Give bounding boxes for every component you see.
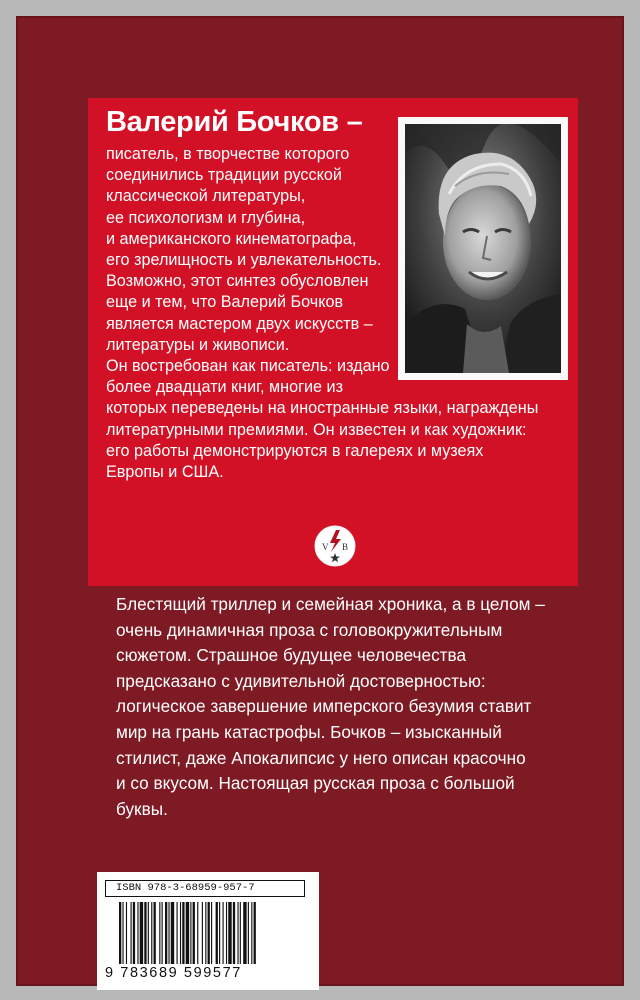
bio-line: является мастером двух искусств – [106,314,373,333]
bio-line: и американского кинематографа, [106,229,357,248]
barcode-icon [105,900,311,966]
publisher-logo-icon [314,525,356,567]
blurb-line: и со вкусом. Настоящая русская проза с большой [116,773,515,794]
bio-line: классической литературы, [106,187,306,206]
blurb-line: предсказано с удивительной достоверностью: [116,670,486,691]
author-name: Валерий Бочков – [106,106,363,138]
barcode-box [97,872,319,990]
author-panel [88,98,578,586]
bio-line: ее психологизм и глубина, [106,208,306,227]
bio-line: Он востребован как писатель: издано [106,357,390,376]
bio-line: писатель, в творчестве которого [106,145,350,163]
bio-line: более двадцати книг, многие из [106,378,344,397]
bio-line: его зрелищность и увлекательность. [106,251,382,270]
blurb-line: Блестящий триллер и семейная хроника, а в целом – [116,594,545,614]
blurb-line: мир на грань катастрофы. Бочков – изысканный [116,721,502,742]
barcode-digits: 9 783689 599577 [105,965,242,981]
logo-letter-left: V [322,542,329,552]
bio-line: еще и тем, что Валерий Бочков [106,293,344,312]
bio-line: Возможно, этот синтез обусловлен [106,272,369,291]
author-bio [106,144,539,483]
bio-line: которых переведены на иностранные языки, награждены [106,399,539,418]
logo-letter-right: B [342,542,349,552]
blurb-line: сюжетом. Страшное будущее человечества [116,645,467,666]
bio-line: Европы и США. [106,463,224,482]
isbn-label: ISBN 978-3-68959-957-7 [105,880,305,897]
blurb-line: буквы. [116,798,168,819]
book-back-cover [16,16,624,986]
book-blurb [116,592,556,822]
blurb-line: логическое завершение имперского безумия ставит [116,696,532,717]
bio-line: соединились традиции русской [106,166,342,185]
blurb-line: очень динамичная проза с головокружительным [116,619,503,640]
blurb-line: стилист, даже Апокалипсис у него описан красочно [116,747,526,768]
bio-line: его работы демонстрируются в галереях и музеях [106,441,484,460]
bio-line: литературы и живописи. [106,335,290,354]
bio-line: литературными премиями. Он известен и как художник: [106,420,527,439]
